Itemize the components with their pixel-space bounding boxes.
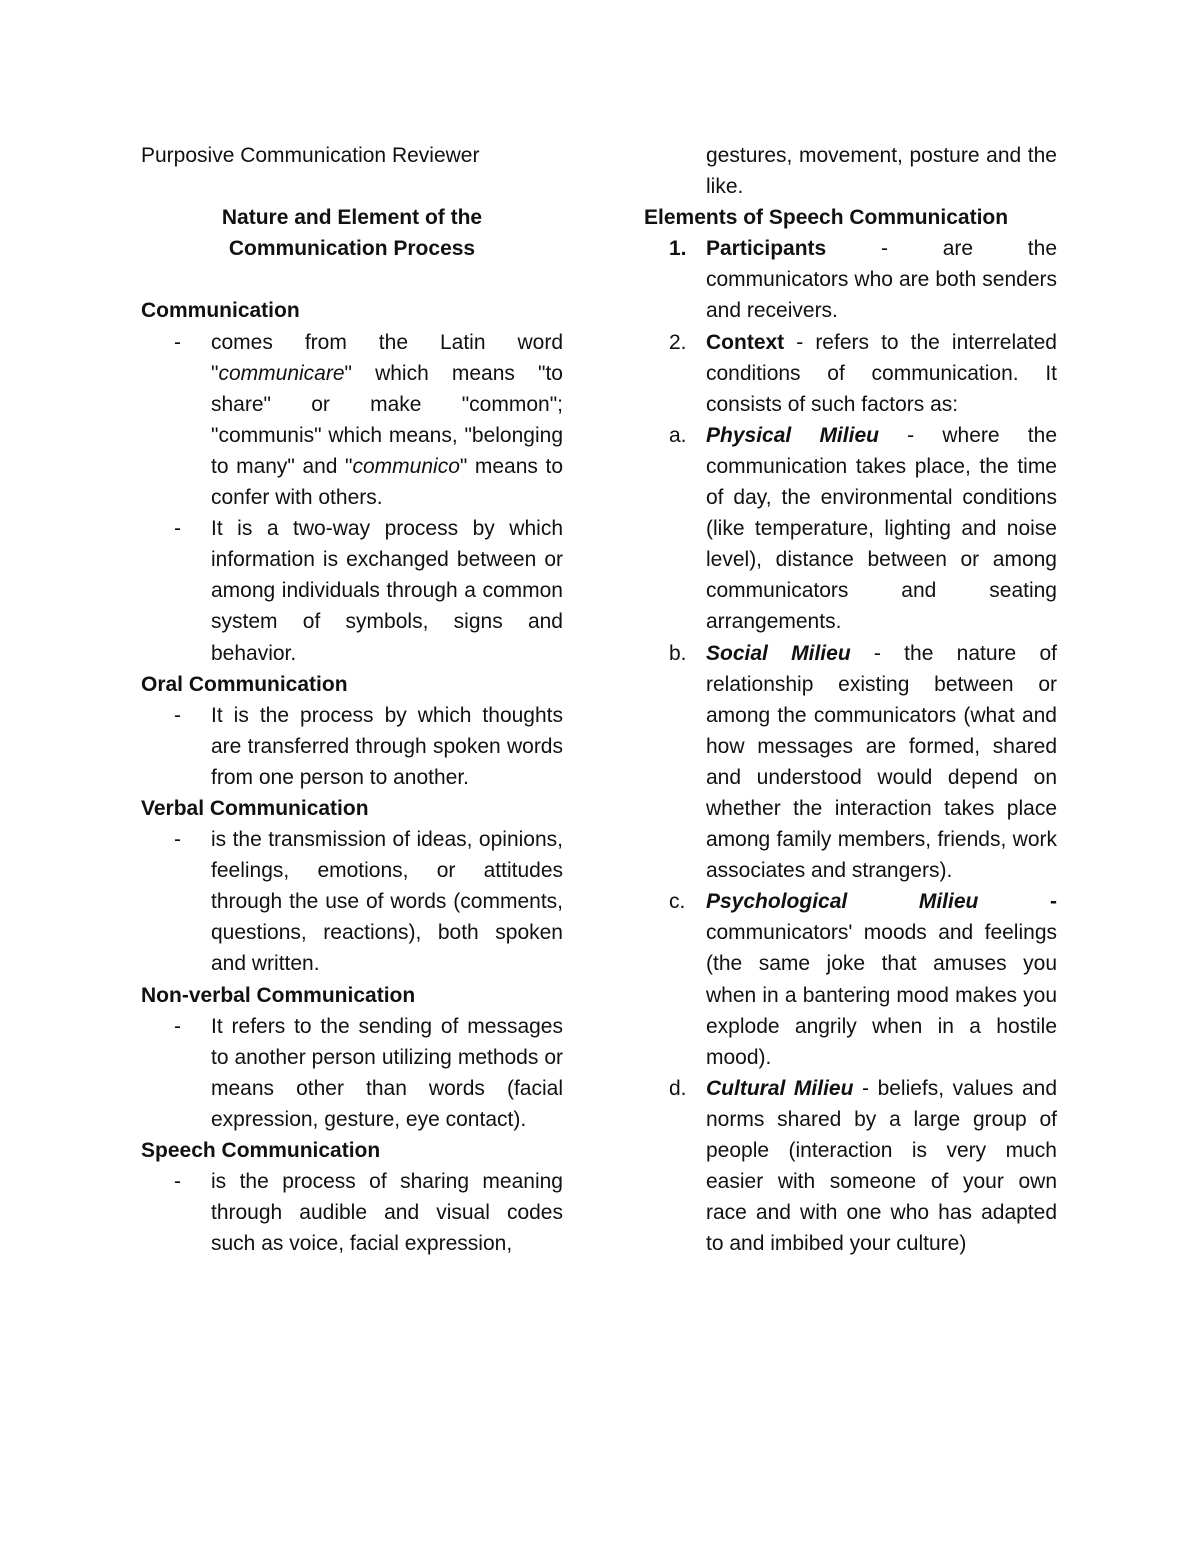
list-item — [141, 1166, 563, 1259]
item-text: is the process of sharing meaning through audible and visual codes such as voice, facial expression, — [211, 1170, 563, 1256]
left-column — [141, 140, 563, 1259]
letter-marker: d. — [669, 1076, 687, 1100]
list-item-physical-milieu — [642, 420, 1057, 638]
list-item — [141, 513, 563, 668]
term-psychological-milieu: Psychological Milieu — [706, 890, 979, 914]
term-dash: - — [978, 890, 1057, 914]
number-marker: 1. — [669, 237, 687, 261]
list-item-cultural-milieu — [642, 1073, 1057, 1260]
bullet-marker: - — [174, 703, 181, 727]
term-physical-milieu: Physical Milieu — [706, 423, 879, 447]
item-text: communicators' moods and feelings (the same joke that amuses you when in a bantering mood makes you explode angrily when in a hostile mood). — [706, 921, 1057, 1069]
list-item — [141, 700, 563, 793]
list-item-participants — [642, 233, 1057, 326]
section-heading-communication: Communication — [141, 299, 300, 323]
item-text: - refers to the interrelated conditions of communication. It consists of such factors as: — [706, 330, 1057, 416]
item-text: is the transmission of ideas, opinions, feelings, emotions, or attitudes through the use of words (comments, questions, reactions), both spoken and written. — [211, 828, 563, 976]
bullet-marker: - — [174, 1170, 181, 1194]
term-participants: Participants — [706, 237, 827, 261]
item-text: - beliefs, values and norms shared by a large group of people (interaction is very much easier with someone of your own race and with one who has adapted to and imbibed your culture) — [706, 1076, 1057, 1256]
section-heading-speech: Speech Communication — [141, 1139, 381, 1162]
bullet-marker: - — [174, 517, 181, 541]
item-text: It is the process by which thoughts are transferred through spoken words from one person to another. — [211, 703, 563, 789]
term-social-milieu: Social Milieu — [706, 641, 851, 665]
item-text: " means to confer with others. — [211, 454, 563, 510]
letter-marker: a. — [669, 423, 687, 447]
main-heading-line2: Communication Process — [228, 237, 476, 261]
main-heading-line1: Nature and Element of the — [221, 206, 483, 230]
list-item-context — [642, 327, 1057, 420]
bullet-marker: - — [174, 828, 181, 852]
item-text: - the nature of relationship existing between or among the communicators (what and how messages are formed, shared and understood would depend on whether the interaction takes place among family members, friends, work associates and strangers). — [706, 641, 1057, 883]
list-item-social-milieu — [642, 638, 1057, 887]
number-marker: 2. — [669, 330, 687, 354]
section-heading-oral: Oral Communication — [141, 672, 348, 696]
term-context: Context — [706, 330, 785, 354]
item-text: It refers to the sending of messages to another person utilizing methods or means other than words (facial expression, gesture, eye contact). — [211, 1014, 563, 1131]
document-title: Purposive Communication Reviewer — [141, 144, 480, 167]
item-text: It is a two-way process by which information is exchanged between or among individuals through a common system of symbols, signs and behavior. — [211, 517, 563, 665]
bullet-marker: - — [174, 330, 181, 354]
latin-term-communicare: communicare — [218, 361, 345, 385]
item-text: - are the communicators who are both senders and receivers. — [706, 237, 1057, 323]
item-text: " which means "to share" or make "common"; "communis" which means, "belonging to many" and " — [211, 361, 563, 478]
letter-marker: b. — [669, 641, 687, 665]
list-item — [141, 1011, 563, 1135]
letter-marker: c. — [669, 890, 686, 914]
section-heading-verbal: Verbal Communication — [141, 796, 369, 820]
main-heading — [141, 202, 563, 264]
list-item-psychological-milieu — [642, 886, 1057, 1073]
continuation-text: gestures, movement, posture and the like. — [706, 144, 1057, 199]
item-text: - where the communication takes place, the time of day, the environmental conditions (like temperature, lighting and noise level), distance between or among communicators and seating arrangements. — [706, 423, 1057, 634]
item-text: comes from the Latin word " — [211, 330, 563, 385]
section-heading-elements: Elements of Speech Communication — [644, 206, 1009, 230]
list-item — [141, 824, 563, 979]
section-heading-nonverbal: Non-verbal Communication — [141, 983, 416, 1007]
latin-term-communico: communico — [352, 454, 460, 478]
bullet-marker: - — [174, 1014, 181, 1038]
term-cultural-milieu: Cultural Milieu — [706, 1076, 854, 1100]
list-item — [141, 327, 563, 514]
right-column — [642, 140, 1057, 1259]
